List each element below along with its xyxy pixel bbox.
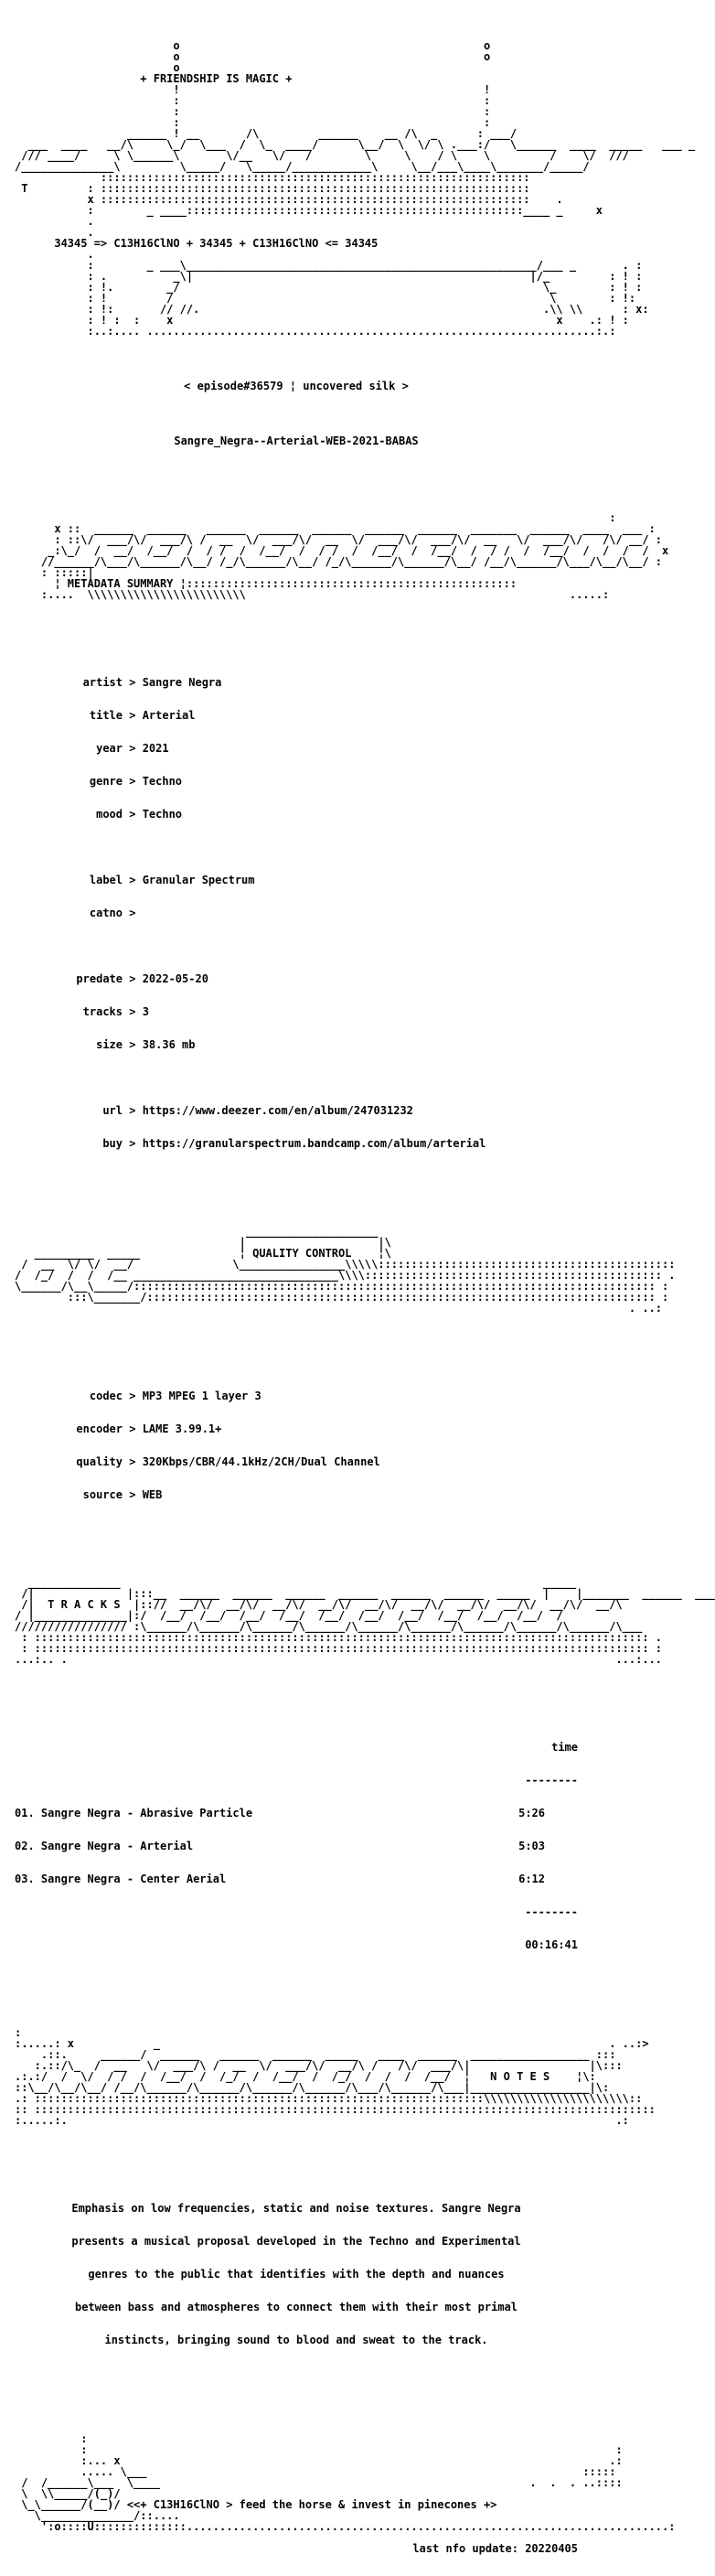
field-key: size (96, 1038, 123, 1051)
footer-tagline-row: \_\______/(__)/ <<+ C13H16ClNO > feed the horse & invest in pinecones +> (15, 2498, 497, 2511)
track-title: 02. Sangre Negra - Arterial (15, 1840, 194, 1852)
field-key: catno (89, 907, 123, 919)
notes-section-label: N O T E S (490, 2070, 550, 2083)
header-title: + FRIENDSHIP IS MAGIC + (140, 72, 293, 85)
footer-ascii-art: : : : :... x .: ..... \___ ::::: / /______\___ \____ . . . ..:::: \ \\_____/(_)/ (21, 2432, 623, 2500)
field-key: artist (82, 676, 123, 689)
field-buy: buy > https://granularspectrum.bandcamp.com/album/arterial (15, 1138, 578, 1149)
field-value: https://granularspectrum.bandcamp.com/album/arterial (142, 1137, 486, 1150)
header-ascii-art: o o o o o (173, 39, 491, 74)
field-value: Techno (142, 808, 183, 821)
field-key: encoder (76, 1422, 123, 1435)
notes-line: instincts, bringing sound to blood and sweat to the track. (104, 2334, 488, 2346)
field-key: label (89, 874, 123, 886)
field-quality: quality > 320Kbps/CBR/44.1kHz/2CH/Dual Channel (15, 1456, 578, 1467)
field-key: year (96, 742, 123, 755)
total-time: 00:16:41 (525, 1938, 578, 1951)
metadata-label-row: ¦ METADATA SUMMARY ¦:::::::::::::::::::::::::::::::::::::::::::::::::: (15, 577, 518, 590)
quality-ascii-art-2: / __ \/ \/ __/ \________________\\\\\::::::::::::::::::::::::::::::::::::::::::::: / /_/ / / /__ _______________________________\\\\::::::::::::::::::::::::::::::::::::::::::::: . \______/\__\_____/::::::::::::::::::::::::::::::::::::::::::::::::::::::::::::::::::::::::::::::: : :::\_______/::::::::::::::::::::::::::::::::::::::::::::::::::::::::::::::::::::::::::::: : . ..: (15, 1258, 676, 1315)
field-key: url (102, 1104, 123, 1117)
field-key: tracks (82, 1005, 123, 1018)
notes-ascii-art: : :.....: x _ . ..:> .::. ______/ ______ ______ ______ _____ ____ ______ __________________ ::: :.::/\_ / __ \/ ___/\ / __ \/ ___/\/ __/\ / /\/ ___/\| |\::: (15, 2026, 649, 2072)
field-key: predate (76, 972, 123, 985)
field-url: url > https://www.deezer.com/en/album/247031232 (15, 1105, 578, 1116)
field-catno: catno > (15, 907, 578, 918)
notes-line: Emphasis on low frequencies, static and noise textures. Sangre Negra (71, 2202, 521, 2215)
track-time: 6:12 (518, 1873, 545, 1885)
notes-line: between bass and atmospheres to connect them with their most primal (74, 2301, 518, 2313)
field-encoder: encoder > LAME 3.99.1+ (15, 1423, 578, 1434)
episode-line: < episode#36579 ¦ uncovered silk > (184, 380, 409, 392)
quality-label-row: _________ _____ ¦ QUALITY CONTROL ¦\ (15, 1247, 391, 1260)
field-value: Techno (142, 775, 183, 788)
track-row (15, 1841, 545, 1852)
field-artist: artist > Sangre Negra (15, 677, 578, 688)
metadata-section-label: METADATA SUMMARY (67, 577, 174, 590)
field-year: year > 2021 (15, 743, 578, 754)
field-genre: genre > Techno (15, 776, 578, 787)
tracks-ascii-art: ______________ _____ /| |:::__ ______ ______ ______ ______ ______ ______ _____ | |_______ ______ ___ (21, 1576, 715, 1600)
header-ascii-art-2: ! ! : : : : : : ______ ! __ /\ ______ __ /\ _ : ___/ ___ ____ __/\ \_/ \___ / \_ ____/ \__/ \ \/ \ .___:/ \______ ____ _____ ___ _ /// ____/ \ \______\ \/__ \/ / \ \ / \ \ / \/ /// /______________\ \_____/ \_____/____________\ \__/___\____\_______/_____/ ::::::::::::::::::::::::::::::::::::::::::::::::::::::::::::::::: T : ::::::::::::::::::::::::::::::::::::::::::::::::::::::::::::::::: x ::::::::::::::::::::::::::::::::::::::::::::::::::::::::::::::::: . : _ ____:::::::::::::::::::::::::::::::::::::::::::::::::::____ _ x . . (15, 83, 696, 239)
frame-ascii-art: . : _ ___\_____________________________________________________/___ _ . : : . _\| |/_ : ! : : !. _/ \_ : ! : : ! / \ : !: : !: // //. .\\ \\ : x: : ! : : x x .: ! : :..:.... ....................................................................:.: (87, 248, 649, 338)
tracks-label-row: /| T R A C K S |::// __/\/ __/\/ __/\/ __/\/ __/\/ __/\/ __/\/ __/\/ __/\/ __/\ (15, 1598, 623, 1611)
notes-label-row: .:.:/ / \/ / / / /__/ / /_/ / /__/ / /_/ / / / /__/ ¦ N O T E S ¦\: (15, 2070, 596, 2083)
field-key: source (82, 1488, 123, 1501)
release-name: Sangre_Negra--Arterial-WEB-2021-BABAS (174, 435, 419, 447)
quality-ascii-art: ____________________ | |\ (239, 1225, 391, 1249)
tracklist (15, 1720, 578, 1961)
metadata-ascii-art-2: :.... \\\\\\\\\\\\\\\\\\\\\\\\ .....: (40, 588, 610, 601)
field-size: size > 38.36 mb (15, 1039, 578, 1050)
time-header: time (551, 1741, 578, 1754)
field-key: title (89, 709, 123, 722)
field-value: 2022-05-20 (142, 972, 208, 985)
field-source: source > WEB (15, 1489, 578, 1500)
metadata-block (15, 655, 578, 1160)
field-value: 3 (142, 1005, 149, 1018)
track-time: 5:26 (518, 1807, 545, 1819)
track-row (15, 1808, 545, 1819)
field-value: MP3 MPEG 1 layer 3 (142, 1390, 261, 1402)
field-key: codec (89, 1390, 123, 1402)
field-label: label > Granular Spectrum (15, 875, 578, 886)
field-value: 320Kbps/CBR/44.1kHz/2CH/Dual Channel (142, 1455, 380, 1468)
quality-section-label: QUALITY CONTROL (252, 1247, 352, 1260)
last-update: last nfo update: 20220405 (412, 2542, 578, 2555)
tracks-ascii-art-2: / |______________|:/ /__/ /__/ /__/ /__/ /__/ /__/ /__/ /__/ /__/ /__/ / ///////////////// :\______/\______/\______/\______/\______/\______/\______/\______/\______/\___ : ::::::::::::::::::::::::::::::::::::::::::::::::::::::::::::::::::::::::::::::::::::::::::::: . : ::::::::::::::::::::::::::::::::::::::::::::::::::::::::::::::::::::::::::::::::::::::::::::: : ...:.. . ...:... (15, 1609, 663, 1666)
field-value: LAME 3.99.1+ (142, 1422, 222, 1435)
field-key: buy (102, 1137, 123, 1150)
field-value: https://www.deezer.com/en/album/247031232 (142, 1104, 413, 1117)
footer-tagline: <<+ C13H16ClNO > feed the horse & invest in pinecones +> (126, 2498, 497, 2511)
notes-line: genres to the public that identifies with the depth and nuances (88, 2268, 505, 2281)
time-divider: -------- (525, 1774, 578, 1787)
field-value: Arterial (142, 709, 196, 722)
field-tracks: tracks > 3 (15, 1006, 578, 1017)
notes-block (15, 2181, 578, 2356)
field-value: 2021 (142, 742, 169, 755)
nfo-document (15, 7, 715, 2576)
quality-block (15, 1368, 578, 1511)
field-value: Sangre Negra (142, 676, 222, 689)
track-row (15, 1873, 545, 1884)
tracks-section-label: T R A C K S (48, 1598, 121, 1611)
notes-ascii-art-2: ::\__/\__/\__/ /__/\______/\______/\______/\______/\___/\______/\___|__________________|\: .: ::::::::::::::::::::::::::::::::::::::::::::::::::::::::::::::::::::\\\\\\\\\\\\\\\\\\\\\\:: :: :::::::::::::::::::::::::::::::::::::::::::::::::::::::::::::::::::::::::::::::::::::::::::::: :.....:. .: (15, 2081, 656, 2127)
field-value: Granular Spectrum (142, 874, 255, 886)
field-predate: predate > 2022-05-20 (15, 973, 578, 984)
field-title: title > Arterial (15, 710, 578, 721)
track-time: 5:03 (518, 1840, 545, 1852)
footer-ascii-art-2: \______________/::.... ':o::::U::::::::::::::.........................................................................: (34, 2509, 676, 2533)
track-title: 01. Sangre Negra - Abrasive Particle (15, 1807, 253, 1819)
field-codec: codec > MP3 MPEG 1 layer 3 (15, 1390, 578, 1401)
notes-line: presents a musical proposal developed in the Techno and Experimental (71, 2235, 521, 2248)
field-key: quality (76, 1455, 123, 1468)
track-title: 03. Sangre Negra - Center Aerial (15, 1873, 227, 1885)
field-value: WEB (142, 1488, 163, 1501)
total-divider: -------- (525, 1905, 578, 1918)
field-value: 38.36 mb (142, 1038, 196, 1051)
metadata-ascii-art: : x :: ______ ______ ______ ______ ______ ______ ______ _______ ______ ____ ___ : : ::\/ ___/\/ ___/\ / __ \/ ___/\/ __ \/ ___/\/ ___/\/ __ \/ ___/\/ /\/ __/ : _:\_/ / __/ /__/ / / / / /__/ / / / / /__/ / /__/ / / / / /__/ / / / / x //______/\___/\______/\__/ /_/\______/\__/ /_/\______/\______/\__/ /__/\______/\___/\__/\__/ : : :::::| (40, 511, 669, 579)
formula-row (15, 238, 578, 249)
formula-text: 34345 => C13H16ClNO + 34345 + C13H16ClNO <= 34345 (54, 237, 379, 250)
field-mood: mood > Techno (15, 809, 578, 820)
field-key: mood (96, 808, 123, 821)
field-key: genre (89, 775, 123, 788)
